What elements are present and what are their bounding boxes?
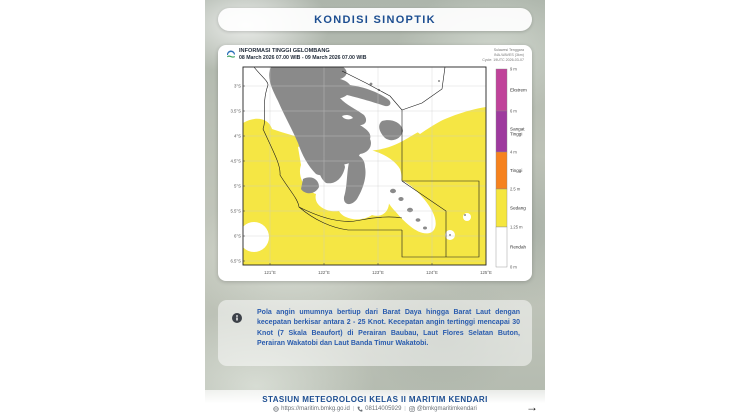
map-meta-region: Sulawesi Tenggara <box>493 48 524 52</box>
separator: | <box>404 406 406 412</box>
svg-text:124°E: 124°E <box>426 270 438 275</box>
svg-text:6.5°S: 6.5°S <box>230 258 241 264</box>
globe-icon <box>273 406 279 412</box>
svg-text:Sedang: Sedang <box>510 205 526 211</box>
phone-icon <box>357 406 363 412</box>
contact-row <box>205 406 545 412</box>
svg-text:121°E: 121°E <box>264 270 276 275</box>
map-plot <box>239 67 486 265</box>
svg-text:Tinggi: Tinggi <box>510 168 523 173</box>
svg-text:5.5°S: 5.5°S <box>230 208 241 214</box>
website-text: https://maritim.bmkg.go.id <box>281 406 350 412</box>
svg-text:6 m: 6 m <box>510 108 517 114</box>
instagram-item <box>409 406 477 412</box>
synopsis-card <box>218 300 532 366</box>
svg-text:6°S: 6°S <box>234 233 241 239</box>
svg-text:0 m: 0 m <box>510 264 517 270</box>
map-meta-model: INA-WAVES (3km) <box>494 52 524 57</box>
latitude-axis-labels <box>230 84 241 264</box>
map-meta <box>482 48 524 63</box>
synopsis-text: Pola angin umumnya bertiup dari Barat Daya hingga Barat Laut dengan kecepatan berkisar antara 2 - 25 Knot. Kecepatan angin tertinggi mencapai 30 Knot (7 Skala Beaufort) di Perairan Baubau, Laut Flores Selatan Buton, Perairan Wakatobi dan Laut Banda Timur Wakatobi. <box>257 309 520 348</box>
wave-height-legend <box>496 67 527 270</box>
longitude-axis-labels <box>264 270 492 275</box>
bmkg-logo-icon <box>226 49 236 59</box>
svg-text:4 m: 4 m <box>510 149 517 155</box>
phone-text: 08114005929 <box>365 406 402 412</box>
next-arrow-icon[interactable]: → <box>526 400 538 414</box>
map-header-titles <box>239 48 366 62</box>
instagram-text: @bmkgmaritimkendari <box>416 406 477 412</box>
map-meta-cycle: Cycle: 19UTC 2026-03-07 <box>482 57 524 62</box>
svg-text:3.5°S: 3.5°S <box>230 108 241 114</box>
svg-text:4°S: 4°S <box>234 133 241 139</box>
svg-text:3°S: 3°S <box>234 83 241 89</box>
svg-text:123°E: 123°E <box>372 270 384 275</box>
svg-text:5°S: 5°S <box>234 183 241 189</box>
svg-text:Ekstrem: Ekstrem <box>510 87 527 93</box>
website-item <box>273 406 350 412</box>
svg-text:1.25 m: 1.25 m <box>510 224 523 230</box>
svg-text:9 m: 9 m <box>510 66 517 72</box>
wave-height-map <box>227 65 527 279</box>
svg-text:Rendah: Rendah <box>510 244 527 250</box>
separator: | <box>352 406 355 412</box>
page-title-text: KONDISI SINOPTIK <box>314 13 436 26</box>
svg-text:125°E: 125°E <box>480 270 492 275</box>
wave-map-card <box>218 45 532 281</box>
svg-text:4.5°S: 4.5°S <box>230 158 241 164</box>
page-title <box>218 8 532 31</box>
footer-bar <box>205 390 545 420</box>
svg-text:SangatTinggi: Sangat Tinggi <box>510 126 525 137</box>
phone-item <box>357 406 401 412</box>
svg-text:122°E: 122°E <box>318 270 330 275</box>
info-bullet-icon <box>232 313 242 323</box>
infographic-poster <box>205 0 545 420</box>
svg-text:2.5 m: 2.5 m <box>510 186 521 192</box>
map-valid-time: 08 March 2026 07.00 WIB - 09 March 2026 07.00 WIB <box>239 55 367 62</box>
instagram-icon <box>409 406 415 412</box>
map-header <box>226 48 524 63</box>
station-name: STASIUN METEOROLOGI KELAS II MARITIM KENDARI <box>262 395 488 404</box>
map-title: INFORMASI TINGGI GELOMBANG <box>239 48 330 54</box>
